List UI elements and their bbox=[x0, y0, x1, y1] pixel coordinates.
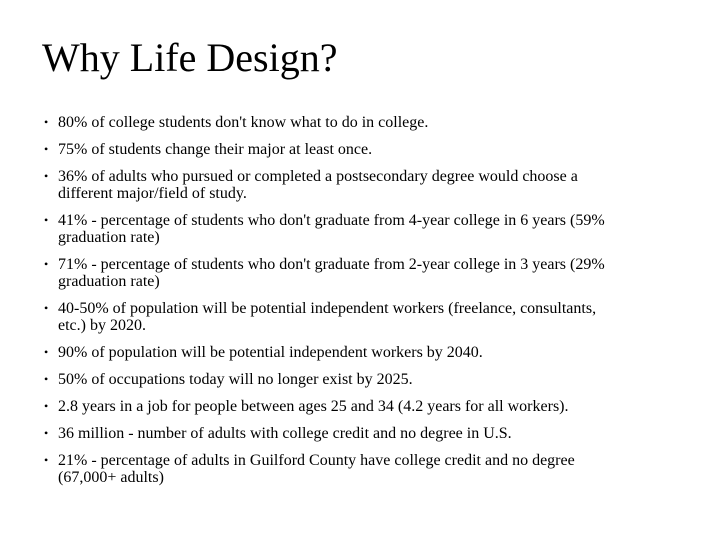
bullet-line: 36% of adults who pursued or completed a postsecondary degree would choose a bbox=[58, 168, 578, 185]
bullet-item bbox=[44, 344, 694, 361]
bullet-item bbox=[44, 114, 694, 131]
bullet-marker: • bbox=[44, 372, 49, 386]
bullet-marker: • bbox=[44, 301, 49, 315]
bullet-line: 75% of students change their major at least once. bbox=[58, 141, 373, 158]
bullet-item bbox=[44, 452, 694, 486]
bullet-marker: • bbox=[44, 257, 49, 271]
bullet-item bbox=[44, 398, 694, 415]
bullet-line: 40-50% of population will be potential independent workers (freelance, consultants, bbox=[58, 300, 597, 317]
bullet-text bbox=[58, 398, 694, 415]
bullet-item bbox=[44, 371, 694, 388]
bullet-text bbox=[58, 452, 694, 486]
bullet-marker: • bbox=[44, 213, 49, 227]
bullet-line: 80% of college students don't know what to do in college. bbox=[58, 114, 429, 131]
bullet-line: graduation rate) bbox=[58, 229, 160, 246]
bullet-line: 71% - percentage of students who don't graduate from 2-year college in 3 years (29% bbox=[58, 256, 605, 273]
bullet-line: 50% of occupations today will no longer exist by 2025. bbox=[58, 371, 413, 388]
bullet-line: 41% - percentage of students who don't graduate from 4-year college in 6 years (59% bbox=[58, 212, 605, 229]
bullet-text bbox=[58, 212, 694, 246]
bullet-list bbox=[44, 114, 694, 496]
bullet-item bbox=[44, 300, 694, 334]
bullet-item bbox=[44, 168, 694, 202]
bullet-item bbox=[44, 425, 694, 442]
bullet-text bbox=[58, 256, 694, 290]
bullet-marker: • bbox=[44, 426, 49, 440]
bullet-text bbox=[58, 300, 694, 334]
bullet-item bbox=[44, 212, 694, 246]
bullet-text bbox=[58, 114, 694, 131]
bullet-line: etc.) by 2020. bbox=[58, 317, 146, 334]
bullet-text bbox=[58, 371, 694, 388]
bullet-item bbox=[44, 256, 694, 290]
bullet-marker: • bbox=[44, 142, 49, 156]
bullet-text bbox=[58, 344, 694, 361]
bullet-line: 21% - percentage of adults in Guilford County have college credit and no degree bbox=[58, 452, 575, 469]
bullet-marker: • bbox=[44, 115, 49, 129]
slide-title: Why Life Design? bbox=[42, 35, 338, 80]
bullet-line: (67,000+ adults) bbox=[58, 469, 164, 486]
bullet-marker: • bbox=[44, 169, 49, 183]
bullet-line: 90% of population will be potential independent workers by 2040. bbox=[58, 344, 483, 361]
bullet-text bbox=[58, 425, 694, 442]
bullet-line: different major/field of study. bbox=[58, 185, 247, 202]
bullet-item bbox=[44, 141, 694, 158]
bullet-marker: • bbox=[44, 399, 49, 413]
bullet-marker: • bbox=[44, 345, 49, 359]
bullet-line: graduation rate) bbox=[58, 273, 160, 290]
bullet-marker: • bbox=[44, 453, 49, 467]
bullet-line: 2.8 years in a job for people between ages 25 and 34 (4.2 years for all workers). bbox=[58, 398, 569, 415]
bullet-text bbox=[58, 168, 694, 202]
bullet-text bbox=[58, 141, 694, 158]
bullet-line: 36 million - number of adults with college credit and no degree in U.S. bbox=[58, 425, 512, 442]
